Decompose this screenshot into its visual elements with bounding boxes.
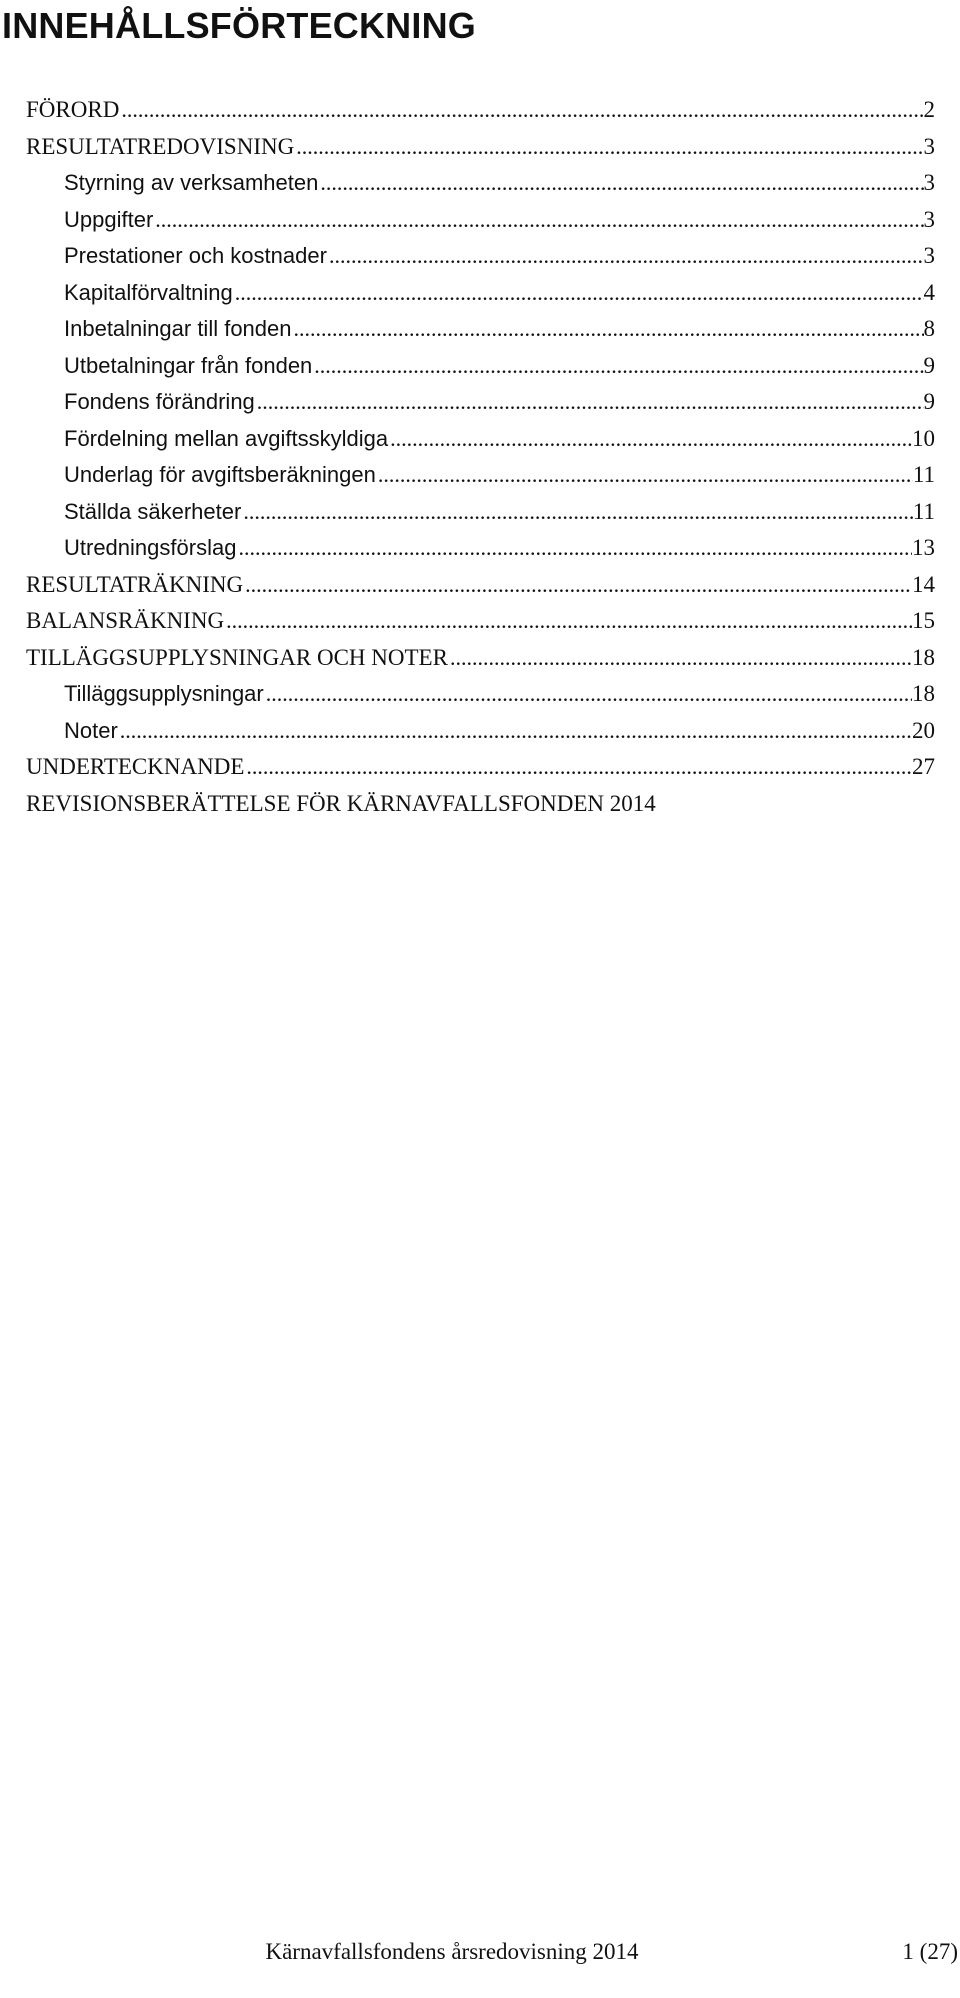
toc-dot-leader <box>292 311 924 348</box>
toc-page-number: 3 <box>923 206 935 232</box>
toc-page-number: 20 <box>912 717 935 743</box>
toc-page-number: 15 <box>912 608 935 633</box>
toc-dot-leader <box>255 384 924 421</box>
page-title: INNEHÅLLSFÖRTECKNING <box>2 5 476 46</box>
toc-page-number: 27 <box>912 754 935 779</box>
toc-entry-tillaggsupplysningar[interactable] <box>26 676 935 713</box>
toc-entry-label: TILLÄGGSUPPLYSNINGAR OCH NOTER <box>26 644 448 670</box>
toc-entry-label: BALANSRÄKNING <box>26 608 225 633</box>
toc-dot-leader <box>236 530 912 567</box>
toc-entry-label: Inbetalningar till fonden <box>64 316 292 341</box>
toc-entry-label: FÖRORD <box>26 97 120 122</box>
footer-page-indicator: 1 (27) <box>902 1939 958 1964</box>
toc-entry-inbetalningar[interactable] <box>26 311 935 348</box>
toc-entry-resultatredovisning[interactable] <box>26 129 935 166</box>
toc-entry-tillaggsupplysningar-och-noter[interactable] <box>26 640 935 677</box>
toc-entry-prestationer[interactable] <box>26 238 935 275</box>
toc-page-number: 3 <box>923 133 935 159</box>
toc-entry-utbetalningar[interactable] <box>26 348 935 385</box>
toc-dot-leader <box>388 421 912 458</box>
toc-entry-label: UNDERTECKNANDE <box>26 754 245 779</box>
toc-page-number: 9 <box>923 389 935 414</box>
toc-entry-fororb[interactable] <box>26 92 935 129</box>
toc-entry-label: Uppgifter <box>64 206 154 232</box>
toc-entry-label: Underlag för avgiftsberäkningen <box>64 462 376 487</box>
toc-entry-label: Utbetalningar från fonden <box>64 352 313 378</box>
toc-entry-label: Fondens förändring <box>64 389 255 414</box>
toc-page-number: 9 <box>923 352 935 378</box>
toc-page-number: 10 <box>912 425 935 451</box>
toc-entry-uppgifter[interactable] <box>26 202 935 239</box>
toc-dot-leader <box>376 457 913 494</box>
toc-page-number: 11 <box>912 462 935 487</box>
toc-page-number: 18 <box>912 644 935 670</box>
toc-entry-stallda-sakerheter[interactable] <box>26 494 935 531</box>
toc-entry-resultatrakning[interactable] <box>26 567 935 604</box>
toc-entry-label: Kapitalförvaltning <box>64 279 233 305</box>
table-of-contents <box>26 92 935 822</box>
toc-entry-label: RESULTATREDOVISNING <box>26 133 295 159</box>
toc-page-number: 14 <box>912 571 935 597</box>
toc-entry-label: Prestationer och kostnader <box>64 243 327 268</box>
toc-dot-leader <box>119 92 923 129</box>
toc-dot-leader <box>224 603 912 640</box>
toc-entry-utredningsforslag[interactable] <box>26 530 935 567</box>
toc-entry-fondens-forandring[interactable] <box>26 384 935 421</box>
toc-entry-fordelning[interactable] <box>26 421 935 458</box>
toc-entry-underlag[interactable] <box>26 457 935 494</box>
toc-dot-leader <box>241 494 913 531</box>
toc-entry-label: RESULTATRÄKNING <box>26 571 244 597</box>
toc-page-number: 13 <box>912 535 935 560</box>
toc-page-number: 18 <box>912 681 935 706</box>
toc-page-number: 2 <box>923 97 935 122</box>
toc-dot-leader <box>327 238 924 275</box>
toc-entry-noter[interactable] <box>26 713 935 750</box>
toc-entry-styrning[interactable] <box>26 165 935 202</box>
toc-entry-kapitalforvaltning[interactable] <box>26 275 935 312</box>
toc-entry-label: Styrning av verksamheten <box>64 170 319 195</box>
toc-dot-leader <box>244 749 912 786</box>
toc-entry-balansrakning[interactable] <box>26 603 935 640</box>
toc-entry-label: Ställda säkerheter <box>64 498 242 524</box>
toc-entry-label: Tilläggsupplysningar <box>64 681 264 706</box>
toc-page-number: 3 <box>923 170 935 195</box>
toc-page-number: 8 <box>923 316 935 341</box>
toc-entry-revisionsberattelse[interactable] <box>26 786 935 823</box>
toc-dot-leader <box>448 640 912 677</box>
toc-dot-leader <box>294 129 923 166</box>
toc-dot-leader <box>118 713 912 750</box>
toc-page-number: 3 <box>923 243 935 268</box>
toc-entry-label: Utredningsförslag <box>64 535 237 560</box>
toc-dot-leader <box>243 567 912 604</box>
toc-dot-leader <box>312 348 923 385</box>
toc-entry-label: Fördelning mellan avgiftsskyldiga <box>64 425 389 451</box>
footer-document-name: Kärnavfallsfondens årsredovisning 2014 <box>265 1939 639 1964</box>
toc-page-number: 11 <box>912 498 935 524</box>
toc-entry-label: Noter <box>64 717 118 743</box>
toc-page-number: 4 <box>923 279 935 305</box>
toc-dot-leader <box>318 165 923 202</box>
toc-dot-leader <box>233 275 924 312</box>
toc-dot-leader <box>153 202 923 239</box>
toc-dot-leader <box>264 676 912 713</box>
toc-entry-label: REVISIONSBERÄTTELSE FÖR KÄRNAVFALLSFONDEN 2014 <box>26 790 656 816</box>
toc-entry-undertecknande[interactable] <box>26 749 935 786</box>
